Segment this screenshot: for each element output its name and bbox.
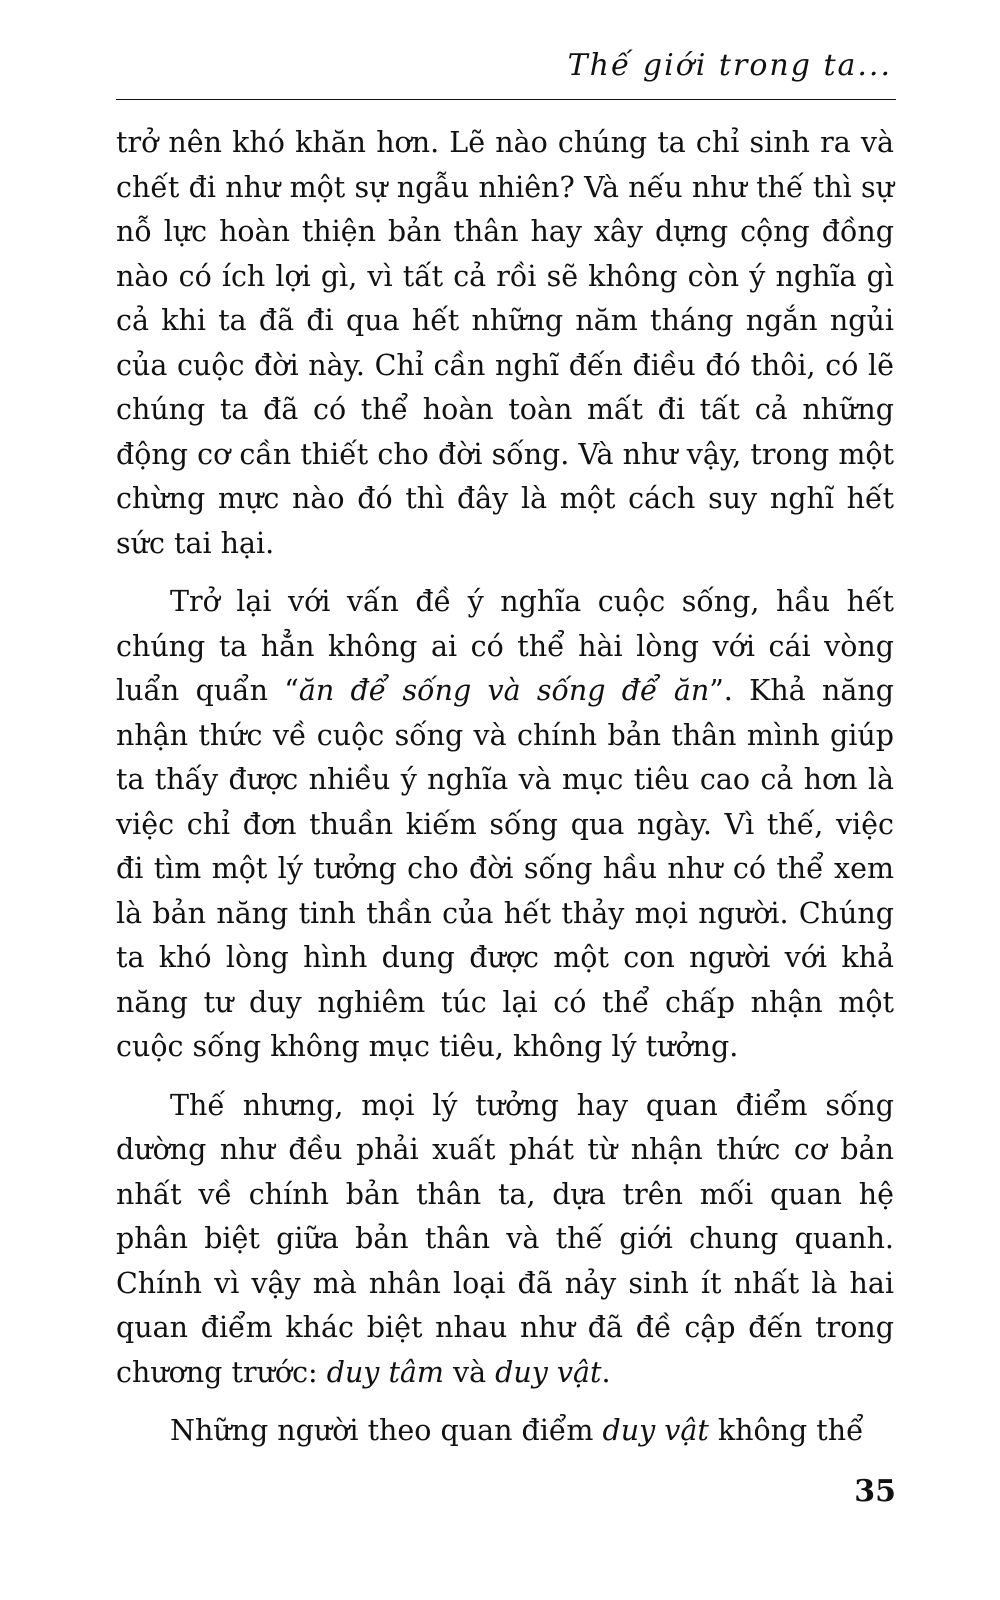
italic-term-duy-vat: duy vật [602, 1414, 709, 1447]
running-title: Thế giới trong ta... [567, 48, 892, 83]
running-header [116, 48, 892, 83]
header-divider [116, 99, 896, 100]
paragraph-4: Những người theo quan điểm duy vật không thể [170, 1414, 864, 1447]
paragraph-2: Trở lại với vấn đề ý nghĩa cuộc sống, hầu hết chúng ta hẳn không ai có thể hài lòng với cái vòng luẩn quẩn “ăn để sống và sống để ăn”. Khả năng nhận thức về cuộc sống và chính bản thân mình giúp ta thấy được nhiều ý nghĩa và mục tiêu cao cả hơn là việc chỉ đơn thuần kiếm sống qua ngày. Vì thế, việc đi tìm một lý tưởng cho đời sống hầu như có thể xem là bản năng tinh thần của hết thảy mọi người. Chúng ta khó lòng hình dung được một con người với khả năng tư duy nghiêm túc lại có thể chấp nhận một cuộc sống không mục tiêu, không lý tưởng. [116, 585, 894, 1063]
body-text [116, 121, 894, 1468]
italic-term-duy-vat: duy vật [495, 1355, 602, 1389]
italic-phrase: ăn để sống và sống để ăn [298, 674, 710, 707]
paragraph-3: Thế nhưng, mọi lý tưởng hay quan điểm sống dường như đều phải xuất phát từ nhận thức cơ bản nhất về chính bản thân ta, dựa trên mối quan hệ phân biệt giữa bản thân và thế giới chung quanh. Chính vì vậy mà nhân loại đã nảy sinh ít nhất là hai quan điểm khác biệt nhau như đã đề cập đến trong chương trước: duy tâm và duy vật. [116, 1088, 894, 1389]
page-number: 35 [854, 1474, 896, 1509]
italic-term-duy-tam: duy tâm [326, 1355, 444, 1389]
paragraph-1: trở nên khó khăn hơn. Lẽ nào chúng ta chỉ sinh ra và chết đi như một sự ngẫu nhiên? Và nếu như thế thì sự nỗ lực hoàn thiện bản thân hay xây dựng cộng đồng nào có ích lợi gì, vì tất cả rồi sẽ không còn ý nghĩa gì cả khi ta đã đi qua hết những năm tháng ngắn ngủi của cuộc đời này. Chỉ cần nghĩ đến điều đó thôi, có lẽ chúng ta đã có thể hoàn toàn mất đi tất cả những động cơ cần thiết cho đời sống. Và như vậy, trong một chừng mực nào đó thì đây là một cách suy nghĩ hết sức tai hại. [116, 126, 894, 560]
